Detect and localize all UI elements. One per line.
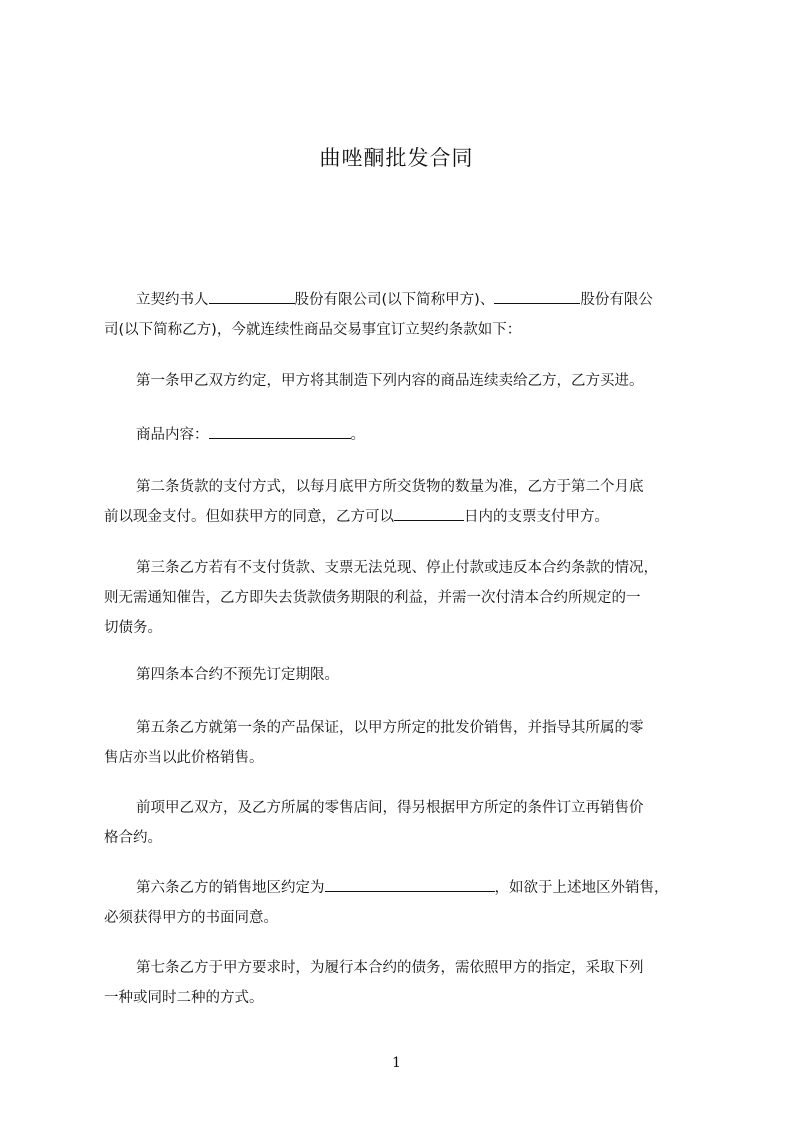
paragraph-line: 司(以下简称乙方)，今就连续性商品交易事宜订立契约条款如下：	[104, 322, 522, 338]
paragraph-article-7	[104, 953, 704, 1013]
blank-goods-content	[209, 420, 351, 439]
paragraph-line	[104, 873, 704, 903]
paragraph-article-2	[104, 472, 704, 532]
paragraph-line: 一种或同时二种的方式。	[104, 990, 264, 1006]
paragraph-article-1	[104, 366, 704, 396]
text-run: 股份有限公司(以下简称甲方)、	[294, 292, 495, 308]
page-number: 1	[392, 1055, 401, 1071]
paragraph-line: 售店亦当以此价格销售。	[104, 750, 264, 766]
paragraph-line: 第四条本合约不预先订定期限。	[136, 667, 339, 683]
paragraph-line: 格合约。	[104, 830, 162, 846]
text-run: 日内的支票支付甲方。	[464, 509, 609, 525]
paragraph-line: 切债务。	[104, 620, 162, 636]
text-run: 第六条乙方的销售地区约定为	[136, 880, 325, 896]
blank-party-b	[494, 285, 580, 304]
paragraph-line: 第二条货款的支付方式，以每月底甲方所交货物的数量为准，乙方于第二个月底	[136, 479, 644, 495]
paragraph-line: 第七条乙方于甲方要求时，为履行本合约的债务，需依照甲方的指定，采取下列	[136, 960, 644, 976]
paragraph-line	[104, 502, 704, 532]
paragraph-line: 则无需通知催告，乙方即失去货款债务期限的利益，并需一次付清本合约所规定的一	[104, 590, 641, 606]
text-run: ，如欲于上述地区外销售，	[494, 880, 669, 896]
paragraph-line: 第一条甲乙双方约定，甲方将其制造下列内容的商品连续卖给乙方，乙方买进。	[136, 373, 644, 389]
paragraph-article-4	[104, 660, 704, 690]
text-run: 。	[350, 427, 365, 443]
blank-sales-region	[325, 873, 495, 892]
paragraph-line: 必须获得甲方的书面同意。	[104, 910, 278, 926]
text-run: 商品内容：	[136, 427, 209, 443]
text-run: 股份有限公	[580, 292, 653, 308]
paragraph-line: 第三条乙方若有不支付货款、支票无法兑现、停止付款或违反本合约条款的情况，	[136, 560, 658, 576]
text-run: 前以现金支付。但如获甲方的同意，乙方可以	[104, 509, 394, 525]
text-run: 立契约书人	[136, 292, 209, 308]
paragraph-article-3	[104, 553, 704, 643]
paragraph-article-6	[104, 873, 704, 933]
paragraph-article-5	[104, 713, 704, 773]
paragraph-parties	[104, 285, 704, 345]
paragraph-line	[104, 420, 704, 450]
paragraph-line	[104, 285, 704, 315]
blank-party-a	[209, 285, 295, 304]
paragraph-resale-price	[104, 793, 704, 853]
paragraph-line: 前项甲乙双方，及乙方所属的零售店间，得另根据甲方所定的条件订立再销售价	[136, 800, 644, 816]
document-title: 曲唑酮批发合同	[319, 146, 474, 170]
paragraph-goods	[104, 420, 704, 450]
paragraph-line: 第五条乙方就第一条的产品保证，以甲方所定的批发价销售，并指导其所属的零	[136, 720, 644, 736]
blank-days	[394, 502, 464, 521]
